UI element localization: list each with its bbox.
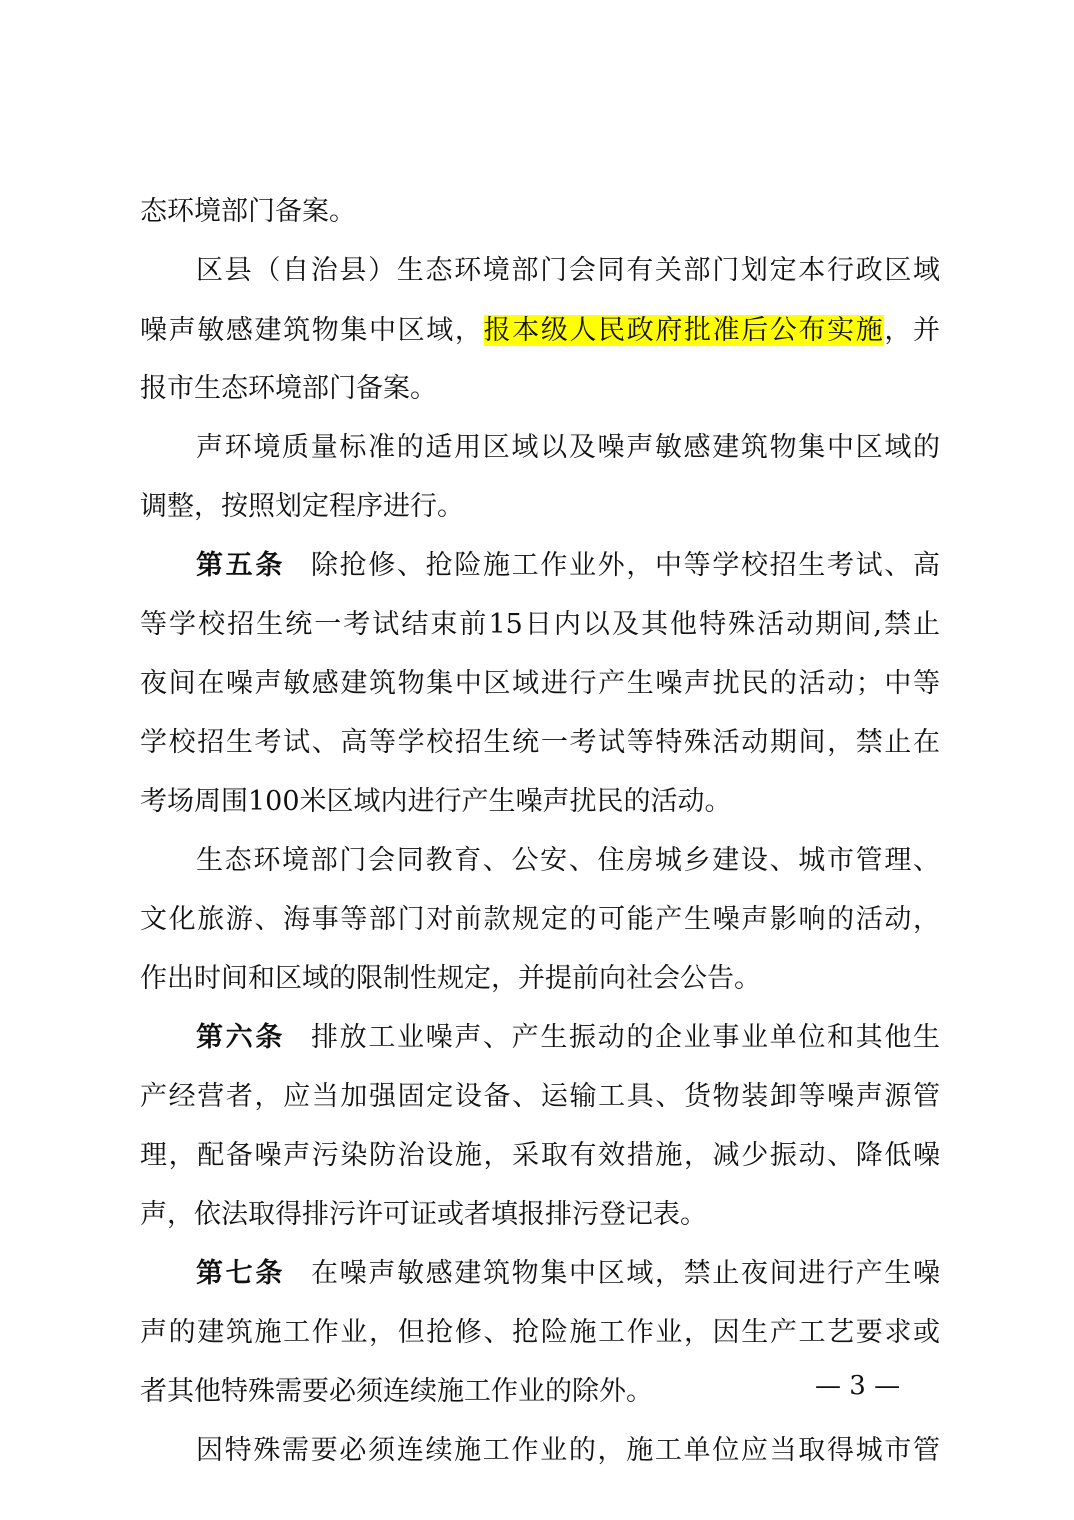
text-line: 调整，按照划定程序进行。 bbox=[140, 491, 464, 522]
text-line: 声，依法取得排污许可证或者填报排污登记表。 bbox=[140, 1199, 707, 1230]
text-line: 文化旅游、海事等部门对前款规定的可能产生噪声影响的活动， bbox=[140, 904, 940, 935]
article-heading: 第五条 bbox=[196, 550, 285, 581]
text-line: 等学校招生统一考试结束前15日内以及其他特殊活动期间,禁止 bbox=[140, 609, 940, 640]
text-line bbox=[140, 313, 940, 349]
text-line: 夜间在噪声敏感建筑物集中区域进行产生噪声扰民的活动；中等 bbox=[140, 668, 940, 699]
text-line: 考场周围100米区域内进行产生噪声扰民的活动。 bbox=[140, 786, 732, 817]
text-line: 学校招生考试、高等学校招生统一考试等特殊活动期间，禁止在 bbox=[140, 727, 940, 758]
text-segment: 噪声敏感建筑物集中区域， bbox=[140, 315, 484, 346]
text-segment: 在噪声敏感建筑物集中区域，禁止夜间进行产生噪 bbox=[311, 1258, 940, 1289]
text-line: 区县（自治县）生态环境部门会同有关部门划定本行政区域 bbox=[196, 255, 940, 286]
text-line: 态环境部门备案。 bbox=[140, 196, 356, 227]
text-segment: 除抢修、抢险施工作业外，中等学校招生考试、高 bbox=[311, 550, 940, 581]
text-line: 声环境质量标准的适用区域以及噪声敏感建筑物集中区域的 bbox=[196, 432, 940, 463]
text-line: 生态环境部门会同教育、公安、住房城乡建设、城市管理、 bbox=[196, 845, 940, 876]
text-line: 声的建筑施工作业，但抢修、抢险施工作业，因生产工艺要求或 bbox=[140, 1317, 940, 1348]
article-line bbox=[196, 1256, 940, 1292]
text-line: 作出时间和区域的限制性规定，并提前向社会公告。 bbox=[140, 963, 761, 994]
text-line: 因特殊需要必须连续施工作业的，施工单位应当取得城市管 bbox=[196, 1435, 940, 1466]
text-line: 理，配备噪声污染防治设施，采取有效措施，减少振动、降低噪 bbox=[140, 1140, 940, 1171]
article-heading: 第七条 bbox=[196, 1258, 285, 1289]
text-line: 产经营者，应当加强固定设备、运输工具、货物装卸等噪声源管 bbox=[140, 1081, 940, 1112]
text-segment: ，并 bbox=[884, 315, 941, 346]
article-line bbox=[196, 1020, 940, 1056]
article-heading: 第六条 bbox=[196, 1022, 285, 1053]
article-line bbox=[196, 548, 940, 584]
page-number: — 3 — bbox=[815, 1371, 901, 1401]
highlighted-text: 报本级人民政府批准后公布实施 bbox=[483, 315, 885, 346]
text-line: 报市生态环境部门备案。 bbox=[140, 373, 437, 404]
text-segment: 排放工业噪声、产生振动的企业事业单位和其他生 bbox=[311, 1022, 940, 1053]
text-line: 者其他特殊需要必须连续施工作业的除外。 bbox=[140, 1376, 653, 1407]
